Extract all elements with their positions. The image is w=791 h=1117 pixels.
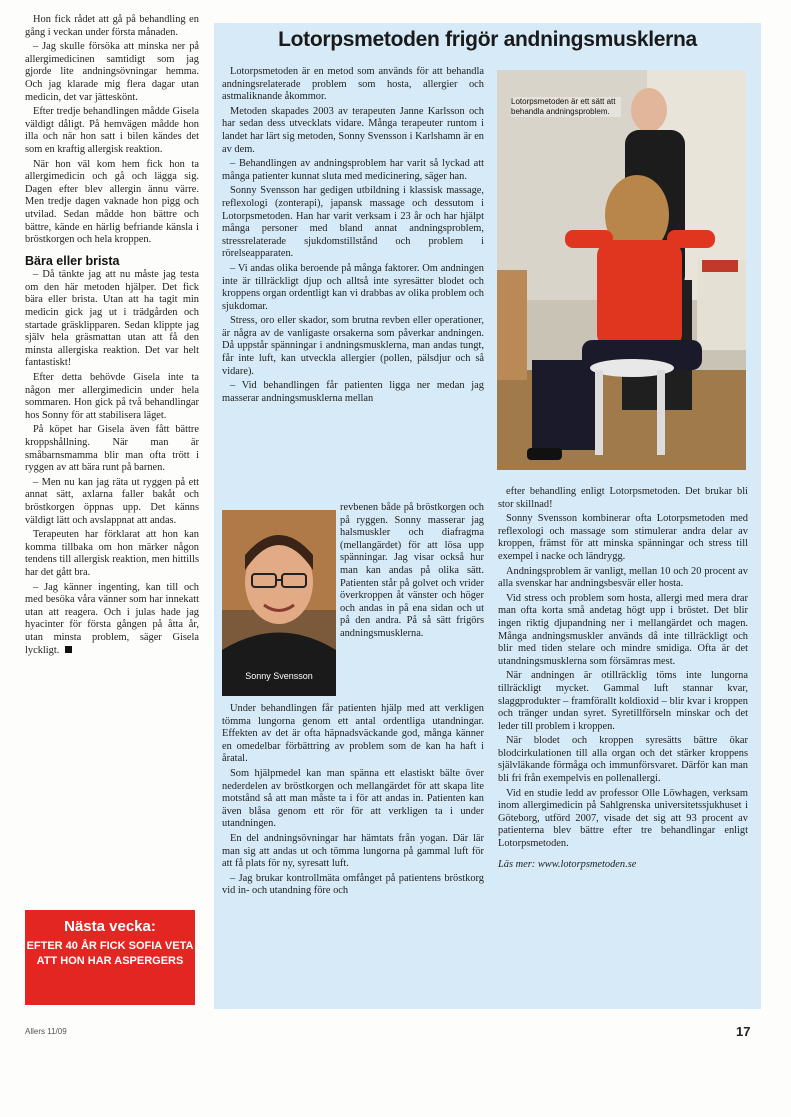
promo-body: EFTER 40 ÅR FICK SOFIA VETA ATT HON HAR ASPERGERS [26,940,194,967]
article-headline: Lotorpsmetoden frigör andningsmusklerna [278,28,697,51]
treatment-photo-illustration [497,70,746,470]
article-paragraph: Som hjälpmedel kan man spänna ett elastiskt bälte över nederdelen av bröstkorgen och mellangärdet för att skapa lite motstånd så att man måste ta i för att andas in. Patienten kan även blåsa genom ett rör för att verkligen ta i under utandningen. [222,767,484,830]
article-column-1 [222,66,484,407]
article-paragraph: efter behandling enligt Lotorpsmetoden. Det brukar bli stor skillnad! [498,486,748,510]
article-paragraph: När blodet och kroppen syresätts bättre ökar blodcirkulationen till alla organ och det stärker kroppens självläkande förmåga och immunförsvaret. Därför kan man bli fri från exempelvis en pollenallergi. [498,735,748,785]
portrait-photo [222,510,336,696]
left-paragraph-10 [25,582,199,658]
left-paragraph-2: – Jag skulle försöka att minska ner på allergimedicinen samtidigt som jag gjorde lite andningsövningar hemma. Och jag klarade mig flera dagar utan medicin, det var jätteskönt. [25,41,199,103]
subheading: Bära eller brista [25,253,120,268]
left-paragraph-6: Efter detta behövde Gisela inte ta någon mer allergimedicin under hela sommaren. Hon gick på två behandlingar hos Sonny för att stabilisera läget. [25,372,199,421]
article-column-3 [498,486,748,873]
article-paragraph: Sonny Svensson har gedigen utbildning i klassisk massage, reflexologi (zonterapi), japansk massage och dessutom i Lotorpsmetoden. Han har varit verksam i 23 år och har hjälpt många personer med bland annat andningsproblem, stressrelaterade sjukdomstillstånd och problem i rörelseapparaten. [222,185,484,260]
promo-title: Nästa vecka: [64,918,156,935]
left-paragraph-10-text: – Jag känner ingenting, kan till och med besöka våra vänner som har innekatt utan att reagera. Och i julas hade jag hyacinter för första gången på åtta år, utan minsta problem, säger Gisela lyckligt. [25,581,199,656]
article-paragraph: – Behandlingen av andningsproblem har varit så lyckad att många patienter kunnat sluta med medicinering, säger han. [222,158,484,182]
left-paragraph-8: – Men nu kan jag räta ut ryggen på ett annat sätt, axlarna faller bakåt och bröstkorgen öppnas upp. Det känns väldigt lätt och avslappnat att andas. [25,476,199,526]
portrait-illustration [222,510,336,696]
article-paragraph: När andningen är otillräcklig töms inte lungorna tillräckligt mycket. Gammal luft stannar kvar, slaggprodukter – framförallt koldioxid – blir kvar i kroppen och tränger undan syret. Syretillförseln minskar och det leder till problem i kroppen. [498,670,748,732]
portrait-caption: Sonny Svensson [245,671,313,681]
article-paragraph: Vid stress och problem som hosta, allergi med mera drar man ofta korta små andetag högt upp i bröstet. Det blir ingen riktig djupandning ner i mellangärdet och magen. Många andningsmuskler används då inte tillräckligt och blir med tiden stelare och mindre smidiga. Ofta är det utandningsmusklerna som försämras mest. [498,592,748,667]
issue-label: Allers 11/09 [25,1027,67,1036]
left-paragraph-9: Terapeuten har förklarat att hon kan komma tillbaka om hon märker någon tendens till allergisk reaktion, men hittills har det gått bra. [25,529,199,578]
article-column-2 [222,703,484,900]
read-more-link[interactable]: Läs mer: www.lotorpsmetoden.se [498,858,637,870]
left-paragraph-4: När hon väl kom hem fick hon ta allergimedicin och gå och lägga sig. Dagen efter blev allergin ännu värre. Men tredje dagen vaknade hon pigg och utvilad. Sedan mådde hon bättre och bättre, kände en härlig befriande känsla i bröstkorgen och hela kroppen. [25,158,199,246]
article-paragraph: Lotorpsmetoden är en metod som används för att behandla andningsrelaterade problem som hosta, allergier och astmaliknande åkommor. [222,66,484,103]
article-paragraph: Vid en studie ledd av professor Olle Löwhagen, verksam inom allergimedicin på Sahlgrenska universitetssjukhuset i Göteborg, utförd 2007, visade det sig att 93 procent av patienterna blev bättre efter tre behandlingar enligt Lotorpsmetoden. [498,787,748,850]
end-mark-icon [65,646,72,653]
left-column [25,14,199,659]
article-paragraph: – Vi andas olika beroende på många faktorer. Om andningen inte är tillräckligt djup och alltså inte syresätter blodet och kroppens organ ordentligt kan vi drabbas av olika problem och sjukdomar. [222,262,484,312]
left-paragraph-7: På köpet har Gisela även fått bättre kroppshållning. När man är småbarnsmamma blir man ofta trött i ryggen av att bära runt på barnen. [25,424,199,474]
article-wrap-text [340,502,484,641]
left-paragraph-3: Efter tredje behandlingen mådde Gisela väldigt dåligt. På hemvägen mådde hon illa och när hon satt i bilen kändes det som en kraftig allergisk reaktion. [25,106,199,155]
article-paragraph: Metoden skapades 2003 av terapeuten Janne Karlsson och har sedan dess utvecklats vidare. Många terapeuter runtom i landet har lärt sig metoden, Sonny Svensson i Karlshamn är en av dem. [222,105,484,155]
left-paragraph-5: – Då tänkte jag att nu måste jag testa om den här metoden hjälper. Det fick bära eller brista. Utan att ha tagit min medicin gick jag ut i trädgården och startade gräsklipparen. Sedan klippte jag själv hela gräsmattan utan att få den minsta allergiska reaktion. Det var helt fantastiskt! [25,269,199,369]
page-number: 17 [736,1024,751,1039]
left-paragraph-1: Hon fick rådet att gå på behandling en gång i veckan under första månaden. [25,14,199,38]
photo-caption: Lotorpsmetoden är ett sätt att behandla andningsproblem. [511,97,621,117]
article-paragraph: revbenen både på bröstkorgen och på ryggen. Sonny masserar jag halsmuskler och diafragma (mellangärdet) för att lösa upp spänningar. Jag visar också hur man kan andas på olika sätt. Patienten står på golvet och vrider överkroppen åt vänster och höger och andas in på ena sidan och ut på den andra. På så sätt frigörs andningsmusklerna. [340,502,484,639]
article-paragraph: Stress, oro eller skador, som brutna revben eller operationer, är några av de vanligaste orsakerna som påverkar andningen. Då uppstår spänningar i andningsmusklerna, man andas tungt, får inte luft, kan utveckla allergier (pollen, pälsdjur och så vidare). [222,315,484,377]
article-paragraph: – Jag brukar kontrollmäta omfånget på patientens bröstkorg vid in- och utandning före och [222,872,484,897]
article-paragraph: Sonny Svensson kombinerar ofta Lotorpsmetoden med reflexologi och massage som stimulerar andra delar av kroppen, främst för att minska spänningar och stress till exempel i nacke och ländrygg. [498,513,748,562]
treatment-photo [497,70,746,470]
article-paragraph: En del andningsövningar har hämtats från yogan. Där lär man sig att andas ut och tömma lungorna på gammal luft för att få plats för ny, syresatt luft. [222,832,484,870]
article-paragraph: Under behandlingen får patienten hjälp med att verkligen tömma lungorna genom ett antal ordentliga utandningar. Effekten av det är ofta häpnadsväckande god, många känner en omedelbar förbättring av problem som de kan ha haft i åratal. [222,703,484,765]
article-paragraph: Andningsproblem är vanligt, mellan 10 och 20 procent av alla svenskar har andningsbesvär eller hosta. [498,565,748,590]
promo-box[interactable] [25,910,195,1005]
article-paragraph: – Vid behandlingen får patienten ligga ner medan jag masserar andningsmusklerna mellan [222,380,484,404]
